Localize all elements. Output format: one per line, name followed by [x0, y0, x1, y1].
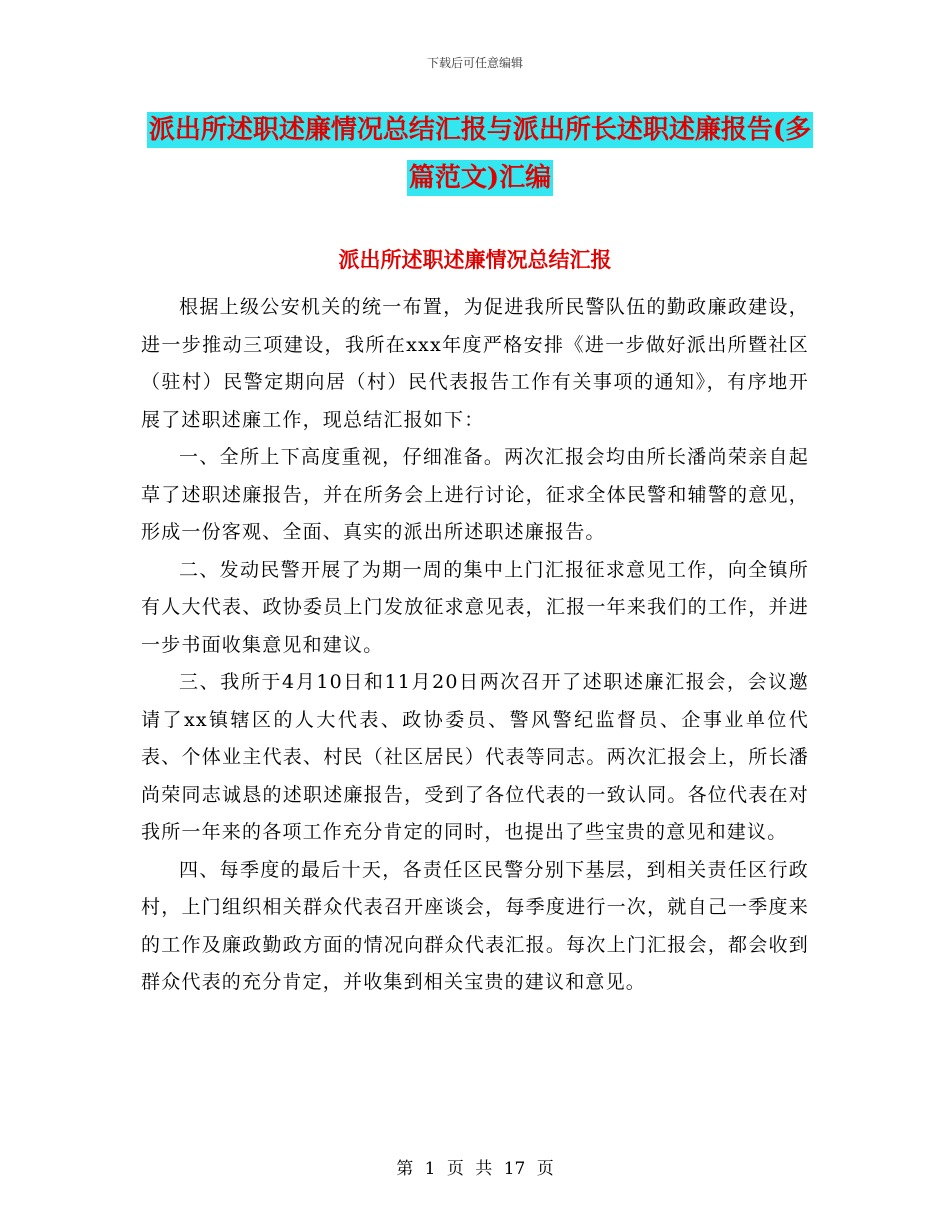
- paragraph-1: 一、全所上下高度重视，仔细准备。两次汇报会均由所长潘尚荣亲自起草了述职述廉报告，并在所务会上进行讨论，征求全体民警和辅警的意见，形成一份客观、全面、真实的派出所述职述廉报告。: [141, 446, 809, 543]
- section-title: 派出所述职述廉情况总结汇报: [338, 247, 612, 272]
- paragraph-4: 四、每季度的最后十天，各责任区民警分别下基层，到相关责任区行政村，上门组织相关群众代表召开座谈会，每季度进行一次，就自己一季度来的工作及廉政勤政方面的情况向群众代表汇报。每次上门汇报会，都会收到群众代表的充分肯定，并收集到相关宝贵的建议和意见。: [141, 858, 809, 993]
- document-title-text: 派出所述职述廉情况总结汇报与派出所长述职述廉报告(多篇范文)汇编: [147, 112, 813, 196]
- paragraph-intro: 根据上级公安机关的统一布置，为促进我所民警队伍的勤政廉政建设，进一步推动三项建设，我所在xxx年度严格安排《进一步做好派出所暨社区（驻村）民警定期向居（村）民代表报告工作有关事项的通知》，有序地开展了述职述廉工作，现总结汇报如下：: [141, 296, 809, 431]
- header-note: 下载后可任意编辑: [426, 56, 523, 70]
- body-text: [141, 289, 809, 1002]
- page-footer: 第 1 页 共 17 页: [396, 1159, 554, 1179]
- paragraph-2: 二、发动民警开展了为期一周的集中上门汇报征求意见工作，向全镇所有人大代表、政协委员上门发放征求意见表，汇报一年来我们的工作，并进一步书面收集意见和建议。: [141, 558, 809, 656]
- document-title: [140, 106, 820, 202]
- paragraph-3: 三、我所于4月10日和11月20日两次召开了述职述廉汇报会，会议邀请了xx镇辖区的人大代表、政协委员、警风警纪监督员、企事业单位代表、个体业主代表、村民（社区居民）代表等同志。两次汇报会上，所长潘尚荣同志诚恳的述职述廉报告，受到了各位代表的一致认同。各位代表在对我所一年来的各项工作充分肯定的同时，也提出了些宝贵的意见和建议。: [141, 671, 809, 843]
